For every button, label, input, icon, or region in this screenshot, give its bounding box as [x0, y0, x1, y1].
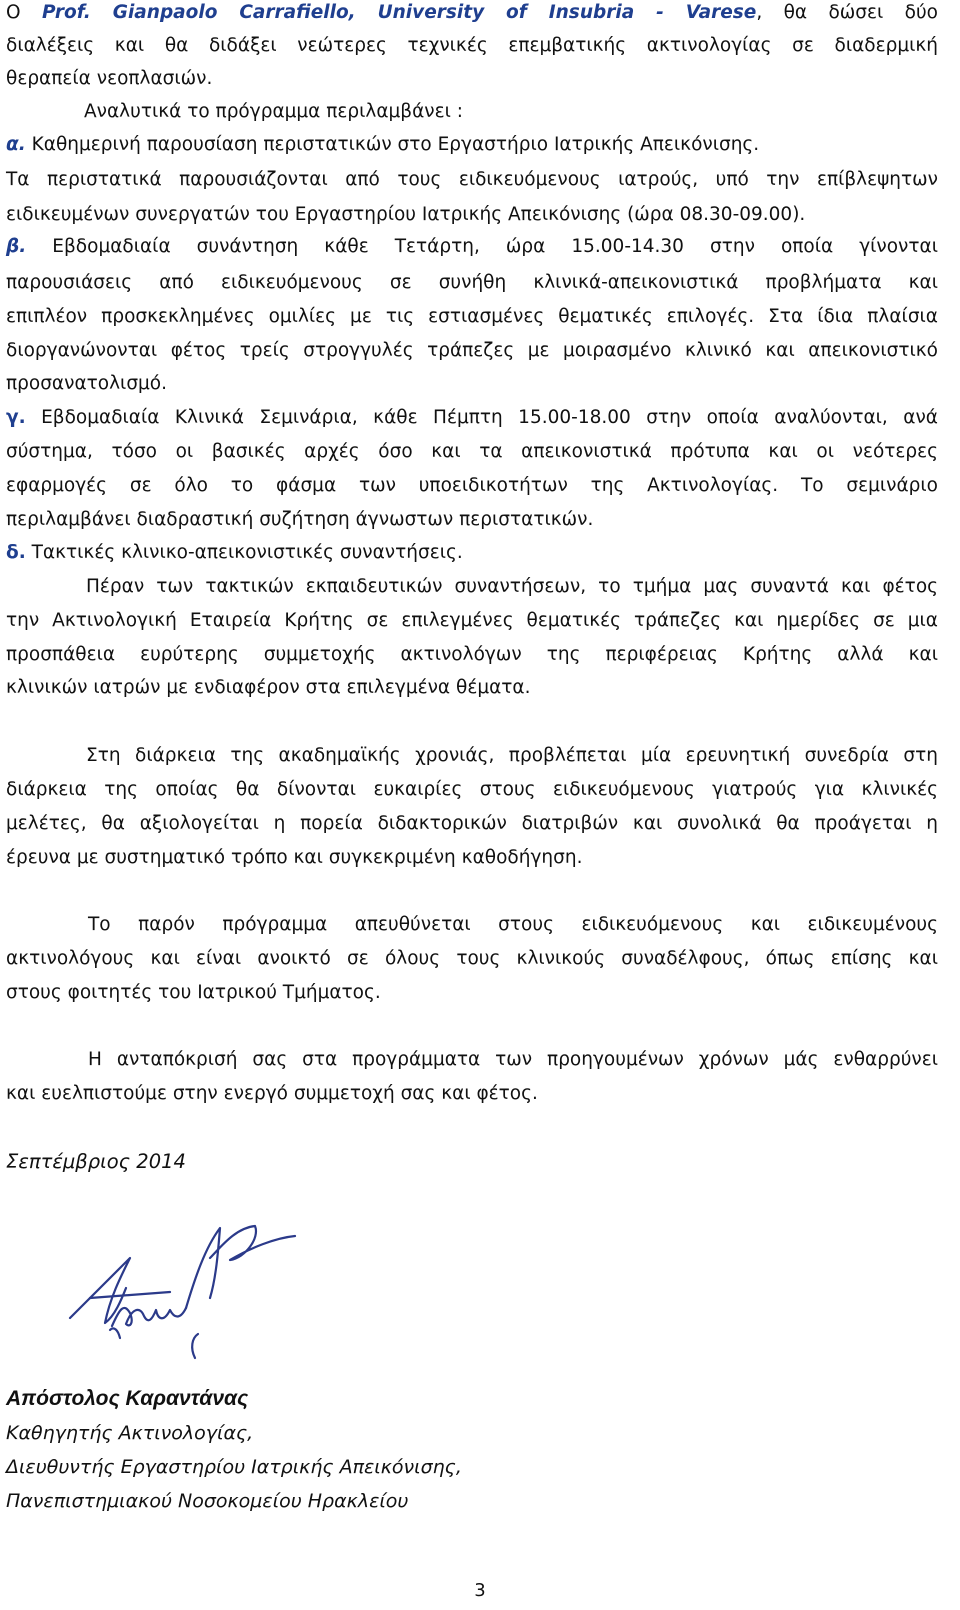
signatory-title-1: Καθηγητής Ακτινολογίας,: [6, 1422, 254, 1444]
item-a-line-2: ειδικευμένων συνεργατών του Εργαστηρίου Ιατρικής Απεικόνισης (ώρα 08.30-09.00).: [6, 204, 806, 225]
item-c-line-1: [6, 407, 938, 429]
paragraph-2-line-1: Στη διάρκεια της ακαδημαϊκής χρονιάς, προβλέπεται μία ερευνητική συνεδρία στη: [86, 745, 938, 766]
speaker-name: Prof. Gianpaolo Carrafiello, University of Insubria - Varese: [41, 2, 757, 23]
paragraph-3-line-2: ακτινολόγους και είναι ανοικτό σε όλους τους κλινικούς συναδέλφους, όπως επίσης και: [6, 948, 938, 969]
item-b-line-5: προσανατολισμό.: [6, 373, 168, 394]
item-d-text: Τακτικές κλινικο-απεικονιστικές συναντήσεις.: [25, 542, 463, 563]
item-a-title: [6, 134, 938, 156]
letter-date: Σεπτέμβριος 2014: [6, 1150, 186, 1173]
item-b-text: Εβδομαδιαία συνάντηση κάθε Τετάρτη, ώρα 15.00-14.30 στην οποία γίνονται: [26, 236, 938, 257]
paragraph-4-line-1: Η ανταπόκρισή σας στα προγράμματα των προηγουμένων χρόνων μάς ενθαρρύνει: [88, 1049, 938, 1070]
item-a-marker: α.: [6, 134, 26, 155]
paragraph-3-line-1: Το παρόν πρόγραμμα απευθύνεται στους ειδικευόμενους και ειδικευμένους: [88, 914, 938, 935]
paragraph-2-line-2: διάρκεια της οποίας θα δίνονται ευκαιρίες στους ειδικευόμενους γιατρούς για κλινικές: [6, 779, 938, 800]
intro-line-1: [6, 2, 938, 24]
item-c-line-3: εφαρμογές σε όλο το φάσμα των υποειδικοτήτων της Ακτινολογίας. Το σεμινάριο: [6, 475, 938, 496]
paragraph-1-line-4: κλινικών ιατρών με ενδιαφέρον στα επιλεγμένα θέματα.: [6, 677, 531, 698]
item-b-line-4: διοργανώνονται φέτος τρείς στρογγυλές τράπεζες με μοιρασμένο κλινικό και απεικονιστικό: [6, 340, 938, 361]
paragraph-4-line-2: και ευελπιστούμε στην ενεργό συμμετοχή σας και φέτος.: [6, 1083, 538, 1104]
item-b-line-1: [6, 236, 938, 258]
paragraph-1-line-3: προσπάθεια ευρύτερης συμμετοχής ακτινολόγων της περιφέρειας Κρήτης αλλά και: [6, 644, 938, 665]
item-b-line-3: επιπλέον προσκεκλημένες ομιλίες με τις εστιασμένες θεματικές επιλογές. Στα ίδια πλαίσια: [6, 306, 938, 327]
paragraph-2-line-4: έρευνα με συστηματικό τρόπο και συγκεκριμένη καθοδήγηση.: [6, 847, 583, 868]
handwritten-signature: [60, 1198, 320, 1378]
program-heading: Αναλυτικά το πρόγραμμα περιλαμβάνει :: [84, 101, 464, 122]
item-c-line-4: περιλαμβάνει διαδραστική συζήτηση άγνωστων περιστατικών.: [6, 509, 594, 530]
intro-line-3: θεραπεία νεοπλασιών.: [6, 68, 213, 89]
item-c-text: Εβδομαδιαία Κλινικά Σεμινάρια, κάθε Πέμπτη 15.00-18.00 στην οποία αναλύονται, ανά: [25, 407, 938, 428]
page-number: 3: [474, 1580, 486, 1601]
item-b-marker: β.: [6, 236, 27, 257]
intro-text: , θα δώσει δύο: [756, 2, 938, 23]
intro-text: Ο: [6, 2, 42, 23]
item-d-line-1: [6, 542, 938, 564]
item-a-line-1: Τα περιστατικά παρουσιάζονται από τους ειδικευόμενους ιατρούς, υπό την επίβλεψητων: [6, 169, 938, 190]
signatory-title-2: Διευθυντής Εργαστηρίου Ιατρικής Απεικόνισης,: [6, 1456, 462, 1478]
paragraph-1-line-1: Πέραν των τακτικών εκπαιδευτικών συναντήσεων, το τμήμα μας συναντά και φέτος: [86, 576, 938, 597]
paragraph-3-line-3: στους φοιτητές του Ιατρικού Τμήματος.: [6, 982, 381, 1003]
signatory-name: Απόστολος Καραντάνας: [6, 1387, 249, 1410]
item-c-marker: γ.: [6, 407, 26, 428]
paragraph-2-line-3: μελέτες, θα αξιολογείται η πορεία διδακτορικών διατριβών και συνολικά θα προάγεται η: [6, 813, 938, 834]
item-d-marker: δ.: [6, 542, 26, 563]
item-b-line-2: παρουσιάσεις από ειδικευόμενους σε συνήθη κλινικά-απεικονιστικά προβλήματα και: [6, 272, 938, 293]
paragraph-1-line-2: την Ακτινολογική Εταιρεία Κρήτης σε επιλεγμένες θεματικές τράπεζες και ημερίδες σε μια: [6, 610, 938, 631]
item-c-line-2: σύστημα, τόσο οι βασικές αρχές όσο και τα απεικονιστικά πρότυπα και οι νεότερες: [6, 441, 938, 462]
item-a-title-text: Καθημερινή παρουσίαση περιστατικών στο Εργαστήριο Ιατρικής Απεικόνισης.: [25, 134, 760, 155]
intro-line-2: διαλέξεις και θα διδάξει νεώτερες τεχνικές επεμβατικής ακτινολογίας σε διαδερμική: [6, 35, 938, 56]
signatory-title-3: Πανεπιστημιακού Νοσοκομείου Ηρακλείου: [6, 1490, 409, 1512]
